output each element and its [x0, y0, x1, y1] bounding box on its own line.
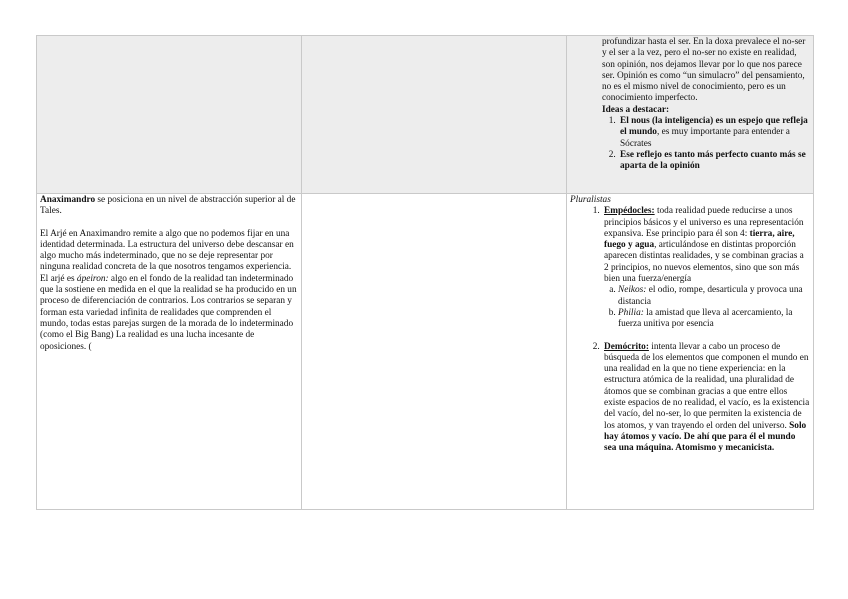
empedocles-forces-list	[604, 285, 810, 330]
list-item: 2. Ese reflejo es tanto más perfecto cuanto más se aparta de la opinión	[618, 150, 810, 173]
cell-empty-middle	[302, 36, 567, 194]
table-row	[37, 36, 814, 194]
list-item-empedocles: 1. Empédocles: toda realidad puede reducirse a unos principios básicos y el universo es una representación expansiva. Ese principio para él son 4: tierra, aire, fuego y agua, articulándose en distintas proporción aparecen distintas realidades, y se combinan gracias a 2 principios, no nuevos elementos, sino que son más bien una fuerza/energía a. Neikos: el odio, rompe, desarticula y provoca una distancia b. Philia: la amistad que lleva al acercamiento, la fuerza unitiva por esencia	[602, 206, 810, 341]
table-row	[37, 194, 814, 510]
ideas-heading: Ideas a destacar:	[602, 104, 670, 115]
cell-anaximandro	[37, 194, 302, 510]
list-item: b. Philia: la amistad que lleva al acercamiento, la fuerza unitiva por esencia	[618, 308, 810, 331]
content-table	[36, 35, 814, 510]
pluralistas-list	[570, 206, 810, 454]
cell-parmenides-notes	[567, 36, 814, 194]
arje-paragraph: El Arjé en Anaximandro remite a algo que no podemos fijar en una identidad determinada. La estructura del universo debe descansar en algo mucho más indeterminado, que no se deje representar por ninguna realidad concreta de la que nosotros tengamos experiencia. El arjé es ápeiron: algo en el fondo de la realidad tan indeterminado que la sostiene en medida en el que la realidad se ha producido en un proceso de diferenciación de contrarios. Los contrarios se separan y forman esta variedad infinita de realidades que comprenden el mundo, todas estas parejas surgen de la morada de lo indeterminado (como el Big Bang) La realidad es una lucha incesante de oposiciones. (	[40, 228, 297, 352]
list-item-democrito: 2. Demócrito: intenta llevar a cabo un proceso de búsqueda de los elementos que componen el mundo en una realidad en la que no tiene experiencia: en la estructura atómica de la realidad, una pluralidad de átomos que se combinan gracias a que entre ellos existe espacios de no realidad, el vacío, es la existencia del vacío, del no-ser, lo que permiten la existencia de los atomos, y van trayendo el orden del universo. Solo hay átomos y vacío. De ahí que para él el mundo sea una máquina. Atomismo y mecanicista.	[602, 342, 810, 455]
cell-empty-middle-2	[302, 194, 567, 510]
list-item: a. Neikos: el odio, rompe, desarticula y provoca una distancia	[618, 285, 810, 308]
cell-pluralistas	[567, 194, 814, 510]
pluralistas-heading: Pluralistas	[570, 195, 611, 205]
cell-empty-left	[37, 36, 302, 194]
ideas-list	[570, 116, 810, 172]
anaximandro-intro: Anaximandro se posiciona en un nivel de abstracción superior al de Tales.	[40, 195, 296, 217]
list-item: 1. El nous (la inteligencia) es un espejo que refleja el mundo, es muy importante para entender a Sócrates	[618, 116, 810, 150]
doxa-paragraph: profundizar hasta el ser. En la doxa prevalece el no-ser y el ser a la vez, pero el no-ser no existe en realidad, son opinión, nos dejamos llevar por lo que nos parece ser. Opinión es como “un simulacro” del pensamiento, no es el mismo nivel de conocimiento, pero es un conocimiento imperfecto.	[602, 37, 806, 104]
